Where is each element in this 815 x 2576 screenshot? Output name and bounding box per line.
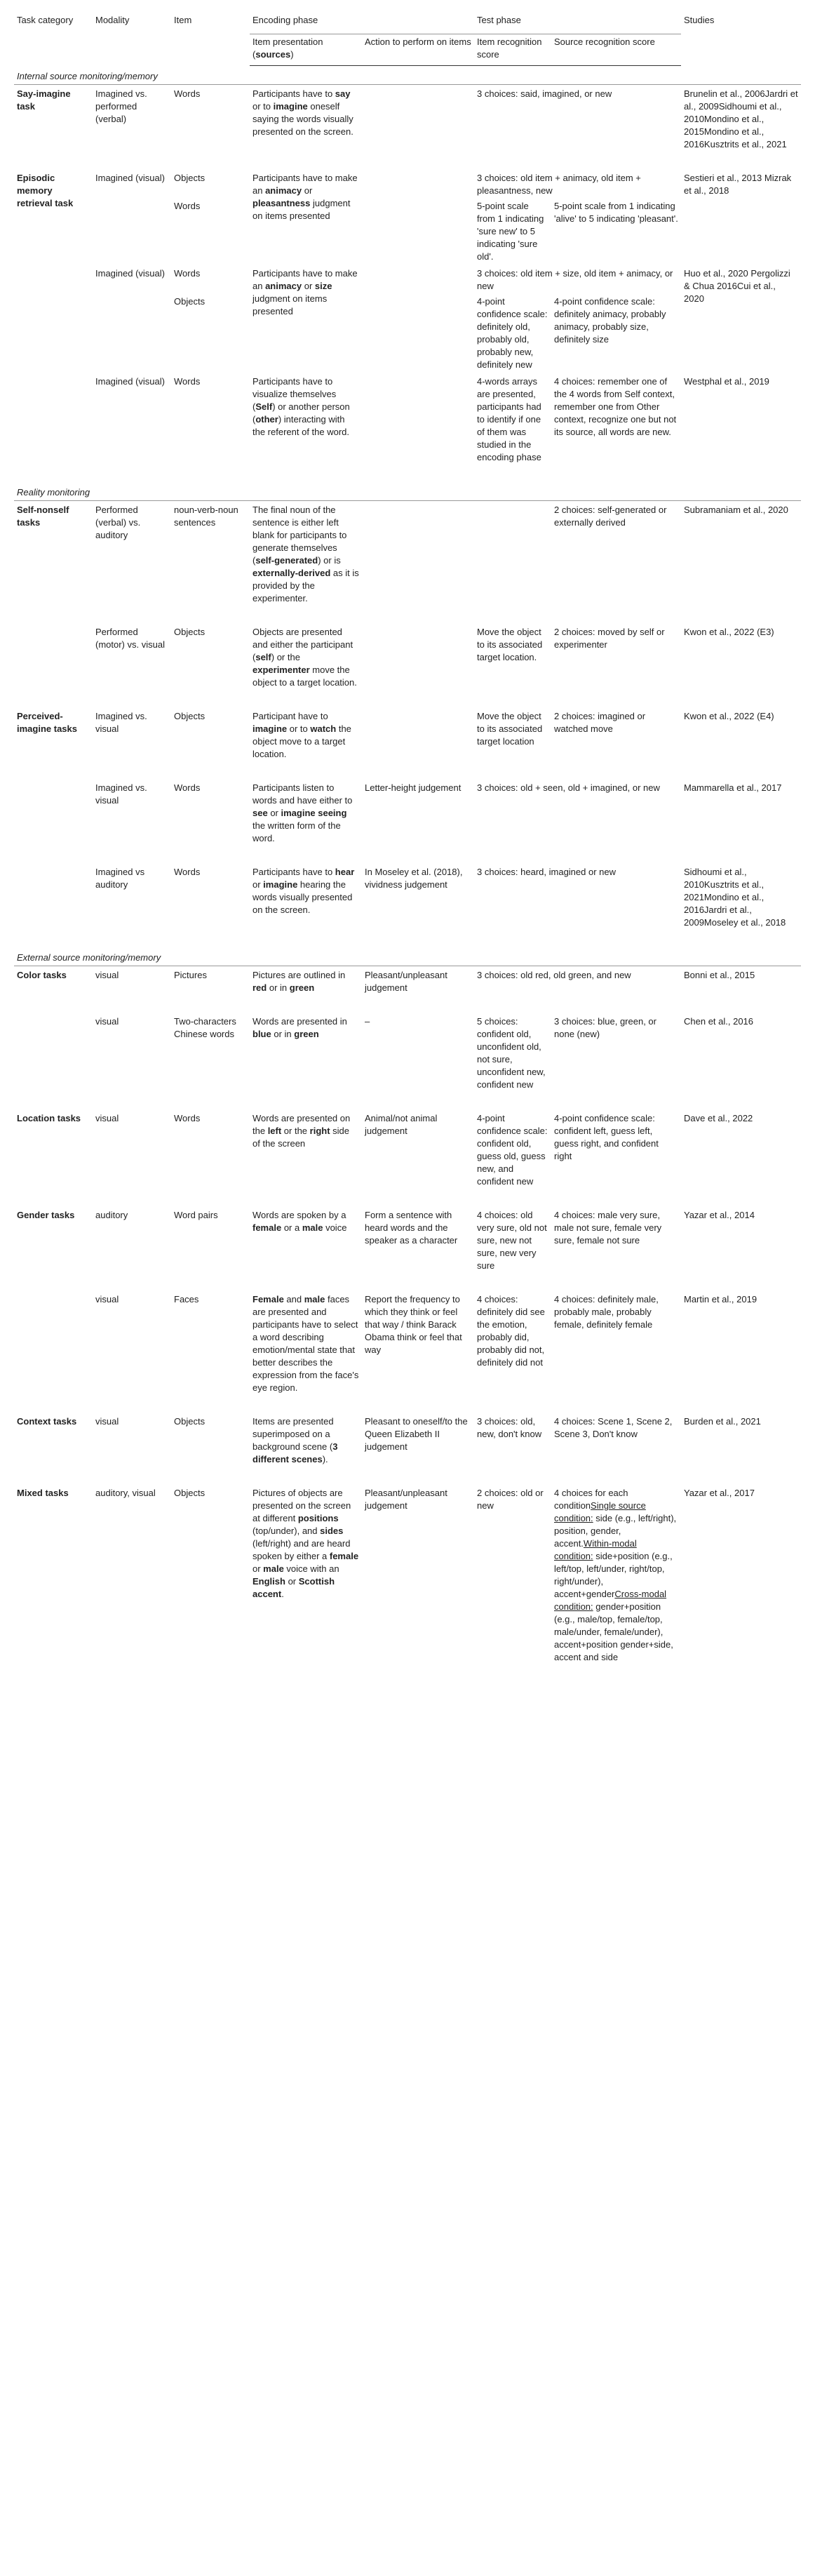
modality: Imagined vs. performed (verbal): [95, 88, 147, 124]
item-presentation: Words are presented in blue or in green: [252, 1016, 347, 1039]
action: [362, 169, 474, 265]
modality: visual: [95, 1416, 119, 1427]
modality: Imagined vs auditory: [95, 867, 145, 890]
table-row: [14, 707, 801, 779]
item: Words: [174, 867, 201, 877]
modality: Imagined (visual): [95, 376, 165, 387]
studies: Chen et al., 2016: [684, 1016, 754, 1027]
source-recognition: 5-point scale from 1 indicating 'alive' to 5 indicating 'pleasant'.: [554, 201, 678, 224]
studies: Sestieri et al., 2013 Mizrak et al., 2018: [684, 173, 792, 196]
item: Two-characters Chinese words: [174, 1016, 236, 1039]
header-encoding-phase: Encoding phase: [250, 13, 474, 34]
task-category: Context tasks: [17, 1416, 77, 1427]
action: –: [365, 1016, 370, 1027]
item-recognition: 3 choices: old + seen, old + imagined, or new: [477, 782, 660, 793]
action: [362, 707, 474, 779]
item-presentation: Pictures of objects are presented on the screen at different positions (top/under), and sides (left/right) and are heard spoken by either a female or male voice with an English or Scottish accent.: [252, 1488, 359, 1599]
source-recognition: 4 choices: remember one of the 4 words from Self context, remember one from Other context, recognize one but not its source, all words are new.: [554, 376, 677, 437]
item-presentation: Participants have to hear or imagine hearing the words visually presented on the screen.: [252, 867, 355, 915]
action: Pleasant/unpleasant judgement: [365, 1488, 447, 1511]
studies: Burden et al., 2021: [684, 1416, 761, 1427]
item: Words: [174, 1113, 201, 1123]
item: Objects: [174, 173, 206, 183]
modality: Imagined vs. visual: [95, 711, 147, 734]
source-recognition: 4 choices: Scene 1, Scene 2, Scene 3, Don't know: [554, 1416, 673, 1439]
task-category: Location tasks: [17, 1113, 81, 1123]
action: Pleasant to oneself/to the Queen Elizabeth II judgement: [365, 1416, 468, 1452]
item: Words: [174, 268, 201, 279]
modality: auditory: [95, 1210, 128, 1220]
item-presentation: Pictures are outlined in red or in green: [252, 970, 346, 993]
item: Objects: [174, 1488, 206, 1498]
source-recognition: 2 choices: self-generated or externally derived: [554, 505, 667, 528]
studies: Mammarella et al., 2017: [684, 782, 782, 793]
source-recognition: 2 choices: moved by self or experimenter: [554, 627, 665, 650]
table-row: [14, 966, 801, 1013]
header-test-phase: Test phase: [474, 13, 681, 34]
item: Words: [174, 376, 201, 387]
studies: Yazar et al., 2014: [684, 1210, 755, 1220]
item-presentation: Female and male faces are presented and participants have to select a word describing emotion/mental state that better describes the expression from the face's eye region.: [252, 1294, 359, 1393]
item: Objects: [174, 711, 206, 721]
item-recognition: 4 choices: old very sure, old not sure, new not sure, new very sure: [477, 1210, 547, 1271]
header-item-recognition: Item recognition score: [474, 34, 551, 66]
table-row: [14, 1206, 801, 1290]
item: Words: [174, 201, 201, 211]
modality: Performed (motor) vs. visual: [95, 627, 165, 650]
table-row: [14, 169, 801, 199]
item: Pictures: [174, 970, 207, 980]
source-recognition: 4 choices for each conditionSingle source condition: side (e.g., left/right), position, gender, accent.Within-modal condition: side+position (e.g., left/top, left/under, right/top, right/under), accent+genderCross-modal condition: gender+position (e.g., male/top, female/top, male/under, female/under), accent+position gender+side, accent and side: [554, 1488, 677, 1662]
task-category: Perceived-imagine tasks: [17, 711, 77, 734]
task-category: Say-imagine task: [17, 88, 71, 112]
item-presentation: Objects are presented and either the participant (self) or the experimenter move the object to a target location.: [252, 627, 357, 688]
item-presentation: Items are presented superimposed on a background scene (3 different scenes).: [252, 1416, 338, 1464]
item-recognition: 4 choices: definitely did see the emotion, probably did, probably did not, definitely did not: [477, 1294, 545, 1368]
item: Objects: [174, 1416, 206, 1427]
studies: Westphal et al., 2019: [684, 376, 769, 387]
header-item: Item: [174, 15, 192, 25]
header-task-category: Task category: [17, 15, 74, 25]
document: [14, 13, 801, 1665]
modality: visual: [95, 1016, 119, 1027]
modality: visual: [95, 1113, 119, 1123]
studies: Huo et al., 2020 Pergolizzi & Chua 2016Cui et al., 2020: [684, 268, 790, 304]
item-recognition: 3 choices: heard, imagined or new: [477, 867, 617, 877]
item-recognition: 3 choices: old, new, don't know: [477, 1416, 542, 1439]
item-presentation: Participants listen to words and have either to see or imagine seeing the written form of the word.: [252, 782, 353, 843]
action: Letter-height judgement: [365, 782, 462, 793]
item-presentation: Participants have to visualize themselves (Self) or another person (other) interacting with the referent of the word.: [252, 376, 350, 437]
source-recognition: 2 choices: imagined or watched move: [554, 711, 646, 734]
item: Objects: [174, 296, 206, 307]
item-recognition: 3 choices: said, imagined, or new: [477, 88, 612, 99]
table-row: [14, 501, 801, 624]
studies: Brunelin et al., 2006Jardri et al., 2009Sidhoumi et al., 2010Mondino et al., 2015Mondino et al., 2016Kusztrits et al., 2021: [684, 88, 798, 149]
item-recognition: 2 choices: old or new: [477, 1488, 544, 1511]
action: Animal/not animal judgement: [365, 1113, 438, 1136]
studies: Kwon et al., 2022 (E3): [684, 627, 774, 637]
task-category: Episodic memory retrieval task: [17, 173, 74, 208]
modality: Imagined (visual): [95, 173, 165, 183]
table-row: [14, 1413, 801, 1484]
action: [362, 265, 474, 373]
item-presentation: The final noun of the sentence is either left blank for participants to generate themselves (self-generated) or is externally-derived as it is provided by the experimenter.: [252, 505, 359, 603]
table-row: [14, 1484, 801, 1665]
item-recognition-combined: 3 choices: old item + size, old item + animacy, or new: [477, 268, 673, 291]
table-row: [14, 373, 801, 482]
item-recognition: 4-point confidence scale: definitely old, probably old, probably new, definitely new: [477, 296, 548, 370]
header-studies: Studies: [684, 15, 715, 25]
table-row: [14, 265, 801, 294]
item-presentation: Participant have to imagine or to watch the object move to a target location.: [252, 711, 351, 759]
header-item-presentation: Item presentation (sources): [250, 34, 362, 66]
studies: Kwon et al., 2022 (E4): [684, 711, 774, 721]
studies: Subramaniam et al., 2020: [684, 505, 788, 515]
table-row: [14, 1109, 801, 1206]
action: Report the frequency to which they think or feel that way / think Barack Obama think or feel that way: [365, 1294, 462, 1355]
item-recognition: Move the object to its associated target location.: [477, 627, 543, 662]
modality: Performed (verbal) vs. auditory: [95, 505, 141, 540]
source-recognition: 4-point confidence scale: confident left, guess left, guess right, and confident right: [554, 1113, 659, 1161]
item-recognition: 5 choices: confident old, unconfident old, not sure, unconfident new, confident new: [477, 1016, 546, 1090]
modality: Imagined vs. visual: [95, 782, 147, 806]
source-recognition: 4 choices: male very sure, male not sure, female very sure, female not sure: [554, 1210, 662, 1246]
source-recognition: 4-point confidence scale: definitely animacy, probably animacy, probably size, definitely size: [554, 296, 666, 345]
action: Form a sentence with heard words and the speaker as a character: [365, 1210, 458, 1246]
item-presentation: Participants have to say or to imagine oneself saying the words visually presented on the screen.: [252, 88, 353, 137]
table-row: [14, 863, 801, 947]
modality: visual: [95, 1294, 119, 1304]
item-recognition: Move the object to its associated target location: [477, 711, 543, 747]
header-modality: Modality: [95, 15, 130, 25]
task-category: Gender tasks: [17, 1210, 75, 1220]
studies: Martin et al., 2019: [684, 1294, 757, 1304]
item-presentation: Words are spoken by a female or a male voice: [252, 1210, 347, 1233]
item: Word pairs: [174, 1210, 218, 1220]
modality: visual: [95, 970, 119, 980]
summary-table: [14, 13, 801, 1665]
item: Words: [174, 88, 201, 99]
action: [362, 623, 474, 707]
item: noun-verb-noun sentences: [174, 505, 238, 528]
modality: auditory, visual: [95, 1488, 156, 1498]
source-recognition: 4 choices: definitely male, probably male, probably female, definitely female: [554, 1294, 659, 1330]
action: [362, 373, 474, 482]
item-recognition: 5-point scale from 1 indicating 'sure new' to 5 indicating 'sure old'.: [477, 201, 544, 262]
studies: Yazar et al., 2017: [684, 1488, 755, 1498]
section-reality: Reality monitoring: [14, 482, 801, 501]
item: Faces: [174, 1294, 199, 1304]
item: Objects: [174, 627, 206, 637]
studies: Sidhoumi et al., 2010Kusztrits et al., 2021Mondino et al., 2016Jardri et al., 2009Moseley et al., 2018: [684, 867, 786, 928]
table-row: [14, 779, 801, 863]
task-category: Mixed tasks: [17, 1488, 69, 1498]
action: In Moseley et al. (2018), vividness judgement: [365, 867, 463, 890]
modality: Imagined (visual): [95, 268, 165, 279]
task-category: Color tasks: [17, 970, 67, 980]
action: Pleasant/unpleasant judgement: [365, 970, 447, 993]
section-external: External source monitoring/memory: [14, 947, 801, 966]
item-recognition: 3 choices: old red, old green, and new: [477, 970, 631, 980]
item-recognition: 4-words arrays are presented, participants had to identify if one of them was studied in the encoding phase: [477, 376, 541, 462]
table-row: [14, 85, 801, 170]
table-row: [14, 1290, 801, 1413]
table-row: [14, 1013, 801, 1109]
studies: Dave et al., 2022: [684, 1113, 753, 1123]
item: Words: [174, 782, 201, 793]
item-recognition-combined: 3 choices: old item + animacy, old item + pleasantness, new: [477, 173, 641, 196]
item-recognition: 4-point confidence scale: confident old, guess old, guess new, and confident new: [477, 1113, 548, 1187]
table-row: [14, 623, 801, 707]
section-internal: Internal source monitoring/memory: [14, 66, 801, 85]
header-action: Action to perform on items: [362, 34, 474, 66]
item-presentation: Words are presented on the left or the right side of the screen: [252, 1113, 351, 1149]
item-presentation: Participants have to make an animacy or pleasantness judgment on items presented: [252, 173, 358, 221]
task-category: Self-nonself tasks: [17, 505, 69, 528]
source-recognition: 3 choices: blue, green, or none (new): [554, 1016, 656, 1039]
item-presentation: Participants have to make an animacy or size judgment on items presented: [252, 268, 358, 316]
action: [362, 501, 474, 624]
action: [362, 85, 474, 170]
studies: Bonni et al., 2015: [684, 970, 755, 980]
item-recognition: [474, 501, 551, 624]
header-source-recognition: Source recognition score: [551, 34, 681, 66]
